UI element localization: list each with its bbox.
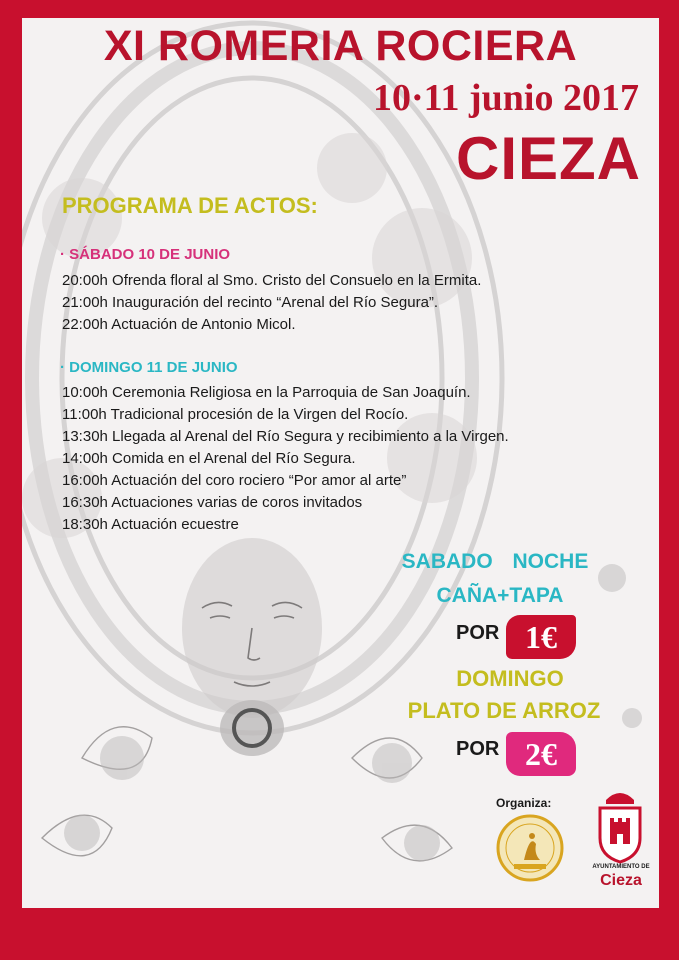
event-item: 21:00h Inauguración del recinto “Arenal del Río Segura”. [62,294,439,311]
event-item: 11:00h Tradicional procesión de la Virgen del Rocío. [62,406,409,423]
event-city: CIEZA [456,125,641,192]
event-item: 22:00h Actuación de Antonio Micol. [62,316,296,333]
sunday-events [62,382,509,536]
sunday-promo-item: PLATO DE ARROZ [407,698,601,723]
saturday-events [62,270,481,336]
organizer-association-logo [496,814,564,882]
sunday-heading: · DOMINGO 11 DE JUNIO [60,359,238,376]
saturday-promo-item: CAÑA+TAPA [436,584,564,607]
saturday-heading: · SÁBADO 10 DE JUNIO [60,246,231,263]
program-heading: PROGRAMA DE ACTOS: [62,193,318,218]
town-council-label: AYUNTAMIENTO DE [592,864,650,870]
sunday-promo-por: POR [456,738,500,760]
event-item: 16:30h Actuaciones varias de coros invitados [62,494,363,511]
event-item: 14:00h Comida en el Arenal del Río Segura. [62,450,356,467]
event-title: XI ROMERIA ROCIERA [103,22,578,70]
organizer-label: Organiza: [496,796,552,810]
event-item: 20:00h Ofrenda floral al Smo. Cristo del Consuelo en la Ermita. [62,272,482,289]
sunday-price-badge: 2€ [506,732,576,776]
saturday-promo-por: POR [456,622,500,644]
saturday-promo-title: SABADO NOCHE [401,550,589,573]
event-item: 13:30h Llegada al Arenal del Río Segura y recibimiento a la Virgen. [62,428,509,445]
saturday-price-badge: 1€ [506,615,576,659]
town-council-city: Cieza [600,872,642,889]
event-item: 10:00h Ceremonia Religiosa en la Parroquia de San Joaquín. [62,384,471,401]
poster-panel [22,18,659,908]
event-item: 16:00h Actuación del coro rociero “Por amor al arte” [62,472,407,489]
event-dates: 10·11 junio 2017 [372,77,639,119]
sunday-promo-title: DOMINGO [456,666,564,691]
event-item: 18:30h Actuación ecuestre [62,516,239,533]
